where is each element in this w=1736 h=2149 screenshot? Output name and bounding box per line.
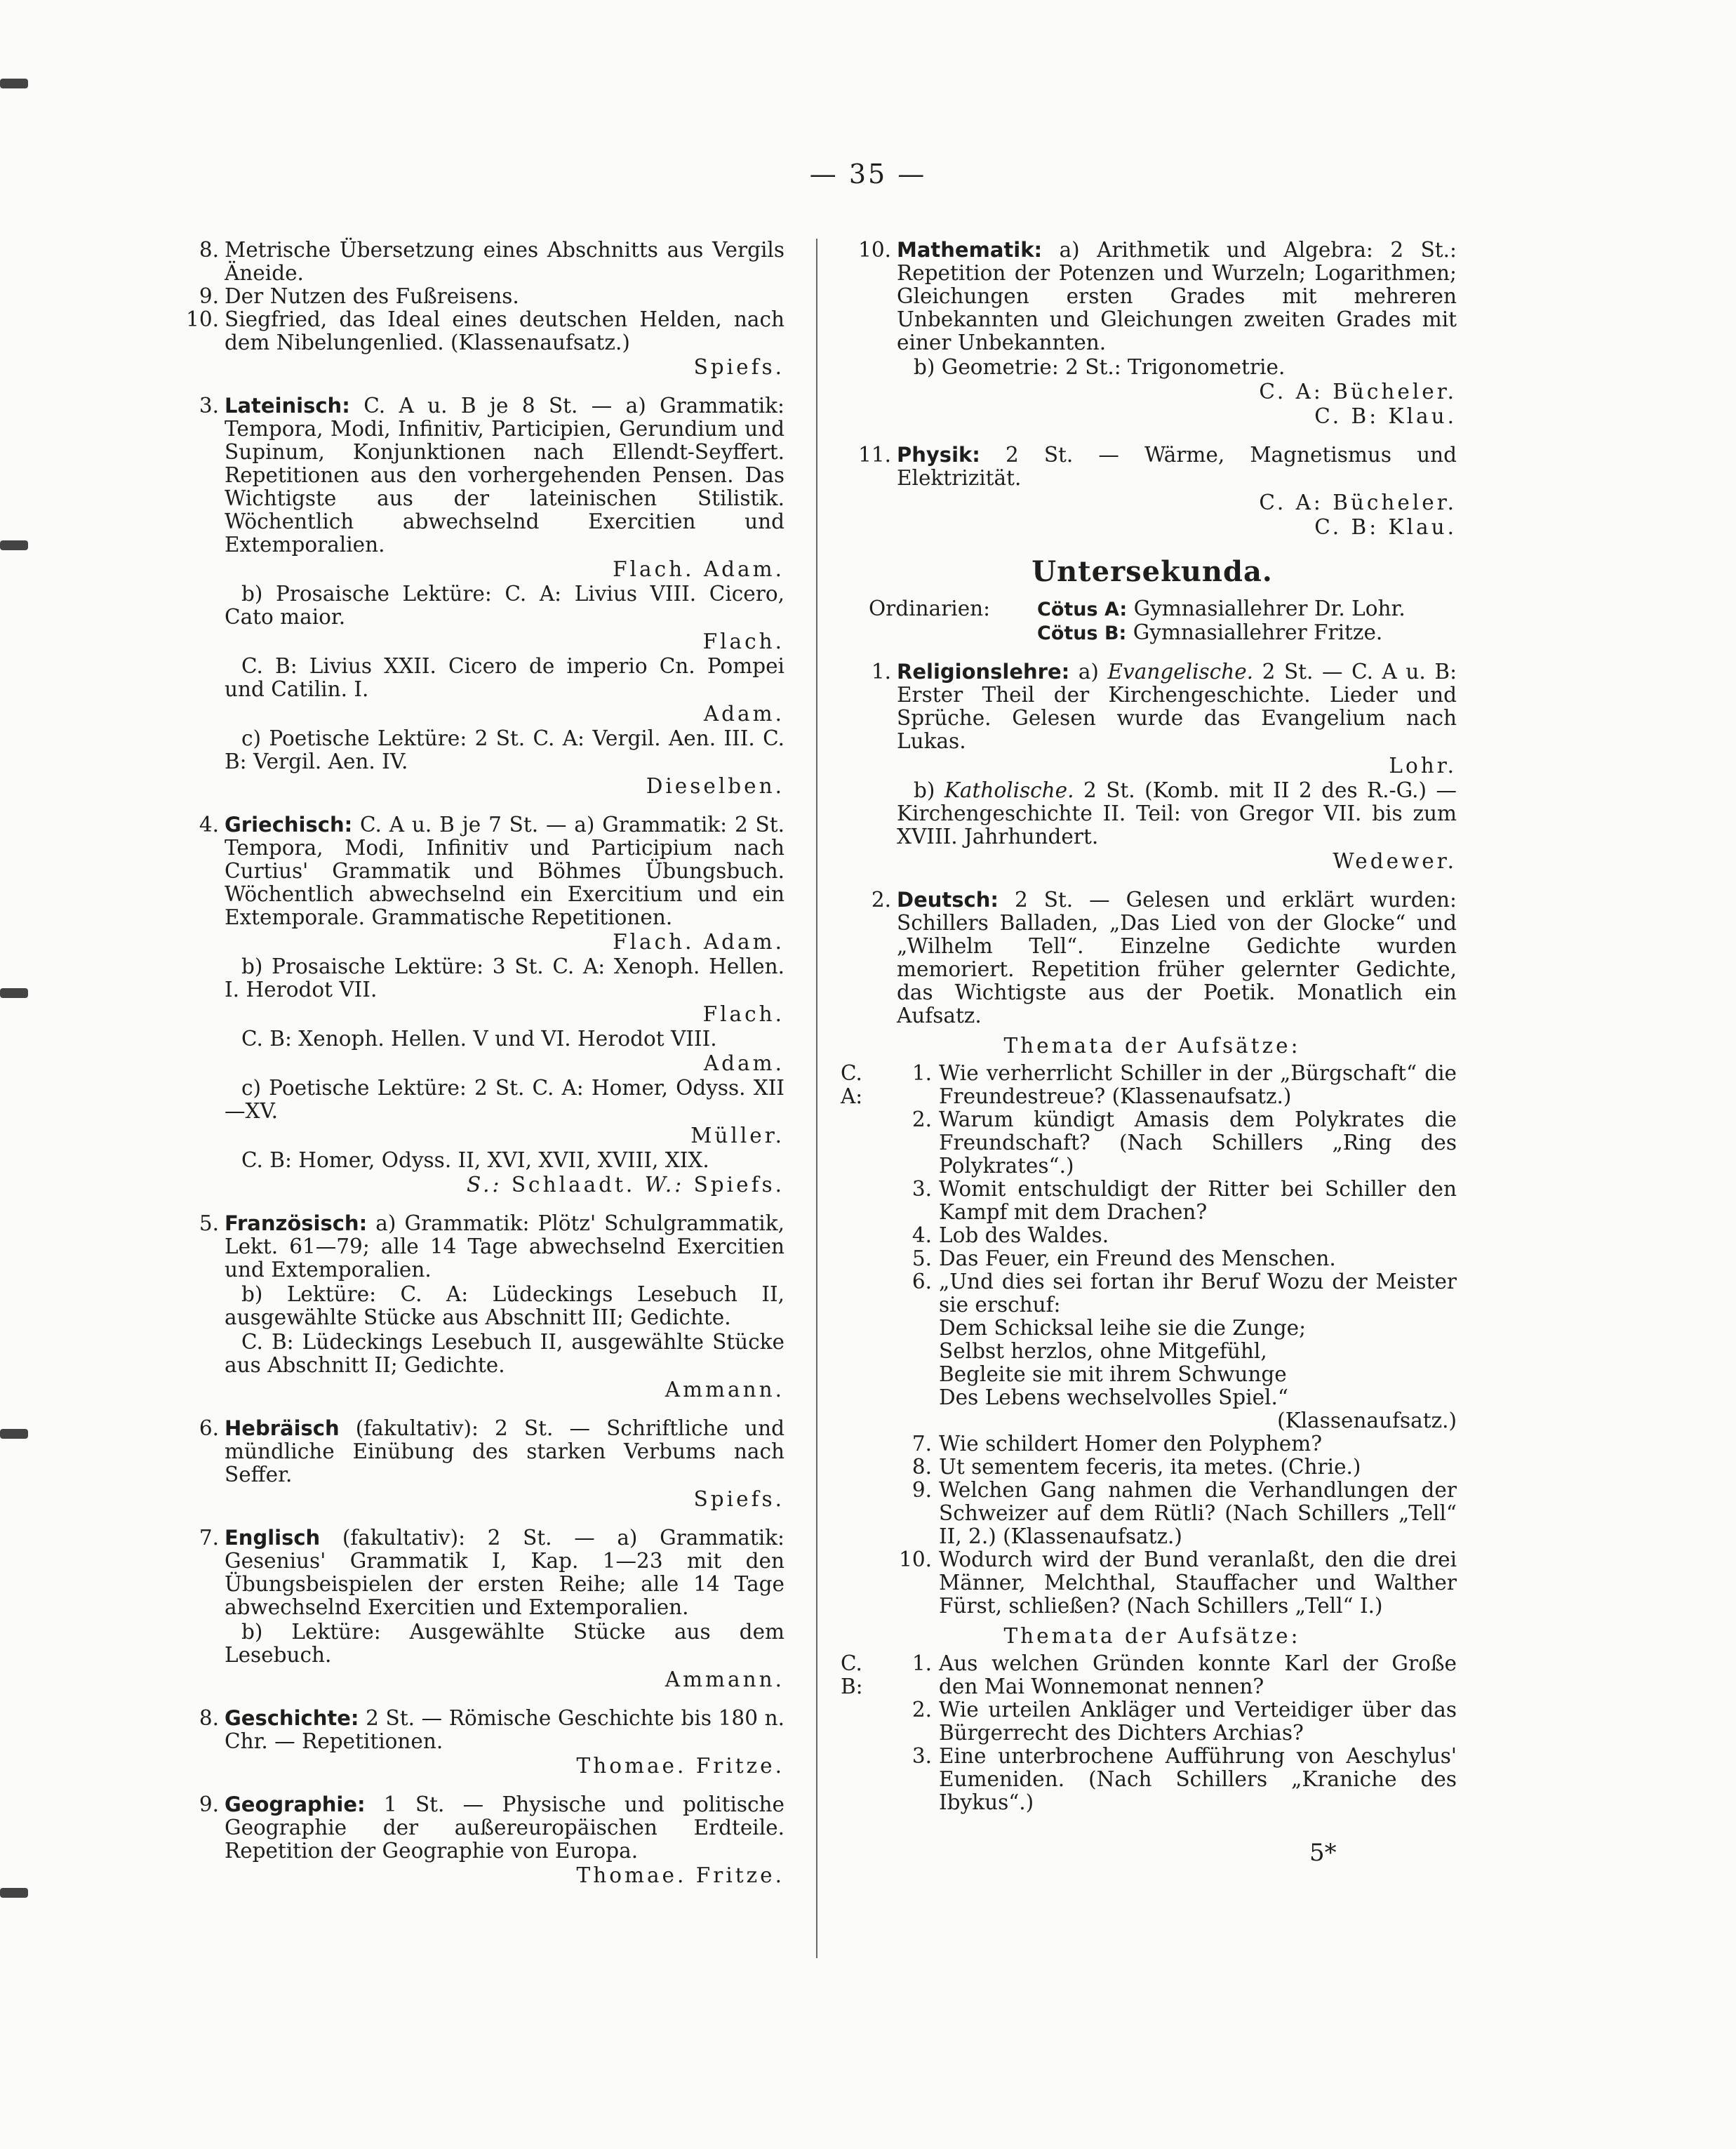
binding-mark xyxy=(0,79,28,88)
teacher-signature: Adam. xyxy=(703,702,784,726)
subject-title: Religionslehre: xyxy=(897,660,1070,684)
subject-religion: 1. Religionslehre: a) Evangelische. 2 St. — C. A u. B: Erster Theil der Kirchengeschichte. Lieder und Sprüche. Gelesen wurde das Evangelium nach Lukas. Lohr. b) Katholische. 2 St. (Komb. mit II 2 des R.-G.) — Kirchengeschichte II. Teil: von Gregor VII. bis zum XVIII. Jahrhundert. Wedewer. xyxy=(871,660,1457,873)
list-item: 3. Womit entschuldigt der Ritter bei Schiller den Kampf mit dem Drachen? xyxy=(912,1177,1457,1224)
section-heading: Untersekunda. xyxy=(1031,555,1273,588)
teacher-signature: Ammann. xyxy=(665,1378,784,1402)
teacher-signature: C. A: Bücheler. xyxy=(1259,380,1457,404)
subject-geschichte: 8. Geschichte: 2 St. — Römische Geschichte bis 180 n. Chr. — Repetitionen. Thomae. Fritze. xyxy=(199,1706,784,1778)
teacher-signature: Spiefs. xyxy=(693,355,784,379)
list-item: 9. Der Nutzen des Fußreisens. xyxy=(199,284,519,308)
subject-title: Englisch xyxy=(225,1526,321,1550)
list-item: 2. Warum kündigt Amasis dem Polykrates die Freundschaft? (Nach Schillers „Ring des Polykrates“.) xyxy=(912,1107,1457,1178)
list-item: 3. Eine unterbrochene Aufführung von Aeschylus' Eumeniden. (Nach Schillers „Kraniche des Ibykus“.) xyxy=(912,1744,1457,1814)
subject-griechisch: 4. Griechisch: C. A u. B je 7 St. — a) Grammatik: 2 St. Tempora, Modi, Infinitiv und Participium nach Curtius' Grammatik und Böhmes Übungsbuch. Wöchentlich abwechselnd ein Exercitium und ein Extemporale. Grammatische Repetitionen. Flach. Adam. b) Prosaische Lektüre: 3 St. C. A: Xenoph. Hellen. I. Herodot VII. Flach. C. B: Xenoph. Hellen. V und VI. Herodot VIII. Adam. c) Poetische Lektüre: 2 St. C. A: Homer, Odyss. XII—XV. Müller. C. B: Homer, Odyss. II, XVI, XVII, XVIII, XIX. S.: Schlaadt. W.: Spiefs. xyxy=(199,813,784,1197)
themata-list-a: C. A: 1. Wie verherrlicht Schiller in der „Bürgschaft“ die Freundestreue? (Klassenaufsatz.) 2. Warum kündigt Amasis dem Polykrates die Freundschaft? (Nach Schillers „Ring des Polykrates“.) 3. Womit entschuldigt der Ritter bei Schiller den Kampf mit dem Drachen? 4. Lob des Waldes. 5. Das Feuer, ein Freund des Menschen. 6. „Und dies sei fortan ihr Beruf Wozu der Meister sie erschuf: Dem Schicksal leihe sie die Zunge; Selbst herzlos, ohne Mitgefühl, Begleite sie mit ihrem Schwunge Des Lebens wechselvolles Spiel.“ (Klassenaufsatz.) 7. Wie schildert Homer den Polyphem? 8. Ut sementem feceris, ita metes. (Chrie.) 9. Welchen Gang nahmen die Verhandlungen der Schweizer auf dem Rütli? (Nach Schillers „Tell“ II, 2.) (Klassenaufsatz.) 10. Wodurch wird der Bund veranlaßt, den die drei Männer, Melchthal, Stauffacher und Walther Fürst, schließen? (Nach Schillers „Tell“ I.) xyxy=(841,1061,1457,1618)
list-item: 5. Das Feuer, ein Freund des Menschen. xyxy=(912,1246,1336,1270)
subject-physik: 11. Physik: 2 St. — Wärme, Magnetismus und Elektrizität. C. A: Bücheler. C. B: Klau. xyxy=(858,443,1457,539)
teacher-signature: Flach. Adam. xyxy=(613,557,784,581)
list-item: 1. Wie verherrlicht Schiller in der „Bürgschaft“ die Freundestreue? (Klassenaufsatz.) xyxy=(912,1061,1457,1108)
teacher-signature: C. B: Klau. xyxy=(1314,515,1457,539)
list-item: 8. Ut sementem feceris, ita metes. (Chrie.) xyxy=(912,1455,1361,1479)
subject-title: Mathematik: xyxy=(897,238,1043,262)
list-item: 2. Wie urteilen Ankläger und Verteidiger über das Bürgerrecht des Dichters Archias? xyxy=(912,1698,1457,1745)
teacher-signature: Lohr. xyxy=(1389,754,1457,778)
list-item: 7. Wie schildert Homer den Polyphem? xyxy=(912,1432,1323,1456)
subject-hebraeisch: 6. Hebräisch (fakultativ): 2 St. — Schriftliche und mündliche Einübung des starken Verbums nach Seffer. Spiefs. xyxy=(199,1416,784,1511)
subject-title: Geschichte: xyxy=(225,1706,359,1730)
subject-deutsch: 2. Deutsch: 2 St. — Gelesen und erklärt wurden: Schillers Balladen, „Das Lied von der Glocke“ und „Wilhelm Tell“. Einzelne Gedichte wurden memoriert. Repetition früher gelernter Gedichte, das Wichtigste aus der Poetik. Monatlich ein Aufsatz. xyxy=(871,888,1457,1027)
list-item: 1. Aus welchen Gründen konnte Karl der Große den Mai Wonnemonat nennen? xyxy=(912,1651,1457,1698)
list-item: 6. „Und dies sei fortan ihr Beruf Wozu der Meister sie erschuf: xyxy=(912,1270,1457,1317)
subject-title: Griechisch: xyxy=(225,813,353,837)
themata-list-b: C. B: 1. Aus welchen Gründen konnte Karl der Große den Mai Wonnemonat nennen? 2. Wie urteilen Ankläger und Verteidiger über das Bürgerrecht des Dichters Archias? 3. Eine unterbrochene Aufführung von Aeschylus' Eumeniden. (Nach Schillers „Kraniche des Ibykus“.) xyxy=(841,1651,1457,1814)
teacher-signature: Flach. xyxy=(702,1002,784,1026)
subject-title: Deutsch: xyxy=(897,888,999,912)
ordinarien: Ordinarien: Cötus A: Gymnasiallehrer Dr. Lohr. Cötus B: Gymnasiallehrer Fritze. xyxy=(869,597,1406,644)
list-item: 4. Lob des Waldes. xyxy=(912,1223,1109,1247)
themata-heading: Themata der Aufsätze: xyxy=(1003,1624,1301,1648)
teacher-signature: Adam. xyxy=(703,1051,784,1075)
list-item: 10. Siegfried, das Ideal eines deutschen Helden, nach dem Nibelungenlied. (Klassenaufsatz.) Spiefs. xyxy=(186,307,784,379)
right-column xyxy=(841,238,1457,1814)
subject-title: Lateinisch: xyxy=(225,394,350,418)
teacher-signature: Flach. Adam. xyxy=(613,930,784,954)
teacher-signature: Wedewer. xyxy=(1333,849,1457,873)
subject-title: Französisch: xyxy=(225,1211,368,1235)
binding-mark xyxy=(0,1429,28,1439)
list-item: 9. Welchen Gang nahmen die Verhandlungen der Schweizer auf dem Rütli? (Nach Schillers „Tell“ II, 2.) (Klassenaufsatz.) xyxy=(912,1478,1457,1548)
subject-title: Physik: xyxy=(897,443,980,467)
themata-heading: Themata der Aufsätze: xyxy=(1003,1034,1301,1058)
subject-title: Hebräisch xyxy=(225,1416,340,1440)
subject-latein: 3. Lateinisch: C. A u. B je 8 St. — a) Grammatik: Tempora, Modi, Infinitiv, Participien, Gerundium und Supinum, Konjunktionen nach Ellendt-Seyffert. Repetitionen aus den vorhergehenden Pensen. Das Wichtigste aus der lateinischen Stilistik. Wöchentlich abwechselnd Exercitien und Extemporalien. Flach. Adam. b) Prosaische Lektüre: C. A: Livius VIII. Cicero, Cato maior. Flach. C. B: Livius XXII. Cicero de imperio Cn. Pompei und Catilin. I. Adam. c) Poetische Lektüre: 2 St. C. A: Vergil. Aen. III. C. B: Vergil. Aen. IV. Dieselben. xyxy=(199,394,784,798)
subject-mathematik: 10. Mathematik: a) Arithmetik und Algebra: 2 St.: Repetition der Potenzen und Wurzeln; Logarithmen; Gleichungen ersten Grades mit mehreren Unbekannten und Gleichungen zweiten Grades mit einer Unbekannten. b) Geometrie: 2 St.: Trigonometrie. C. A: Bücheler. C. B: Klau. xyxy=(858,238,1457,428)
teacher-signature: S.: Schlaadt. W.: Spiefs. xyxy=(466,1173,784,1197)
teacher-signature: Dieselben. xyxy=(646,774,784,798)
subject-title: Geographie: xyxy=(225,1792,366,1816)
teacher-signature: C. B: Klau. xyxy=(1314,404,1457,428)
subject-franzoesisch: 5. Französisch: a) Grammatik: Plötz' Schulgrammatik, Lekt. 61—79; alle 14 Tage abwechselnd Exercitien und Extemporalien. b) Lektüre: C. A: Lüdeckings Lesebuch II, ausgewählte Stücke aus Abschnitt III; Gedichte. C. B: Lüdeckings Lesebuch II, ausgewählte Stücke aus Abschnitt II; Gedichte. Ammann. xyxy=(199,1211,784,1402)
teacher-signature: Müller. xyxy=(690,1124,784,1147)
left-column xyxy=(175,239,784,1887)
teacher-signature: C. A: Bücheler. xyxy=(1259,491,1457,514)
teacher-signature: Flach. xyxy=(702,630,784,653)
list-item: 10. Wodurch wird der Bund veranlaßt, den die drei Männer, Melchthal, Stauffacher und Walther Fürst, schließen? (Nach Schillers „Tell“ I.) xyxy=(899,1548,1457,1618)
column-divider xyxy=(816,239,817,1958)
page-number: — 35 — xyxy=(809,159,927,189)
subject-englisch: 7. Englisch (fakultativ): 2 St. — a) Grammatik: Gesenius' Grammatik I, Kap. 1—23 mit den Übungsbeispielen der ersten Reihe; alle 14 Tage abwechselnd Exercitien und Extemporalien. b) Lektüre: Ausgewählte Stücke aus dem Lesebuch. Ammann. xyxy=(199,1526,784,1691)
list-item: 8. Metrische Übersetzung eines Abschnitts aus Vergils Äneide. xyxy=(199,238,784,285)
signature-mark: 5* xyxy=(1309,1839,1337,1867)
binding-mark xyxy=(0,1888,28,1898)
subject-geographie: 9. Geographie: 1 St. — Physische und politische Geographie der außereuropäischen Erdteile. Repetition der Geographie von Europa. Thomae. Fritze. xyxy=(199,1792,784,1887)
teacher-signature: Ammann. xyxy=(665,1668,784,1691)
binding-mark xyxy=(0,988,28,998)
teacher-signature: Thomae. Fritze. xyxy=(576,1863,784,1887)
poem-quote: Dem Schicksal leihe sie die Zunge; Selbst herzlos, ohne Mitgefühl, Begleite sie mit ihrem Schwunge Des Lebens wechselvolles Spiel.“ (Klassenaufsatz.) xyxy=(939,1316,1457,1432)
teacher-signature: Spiefs. xyxy=(693,1487,784,1511)
teacher-signature: Thomae. Fritze. xyxy=(576,1754,784,1778)
binding-mark xyxy=(0,540,28,550)
